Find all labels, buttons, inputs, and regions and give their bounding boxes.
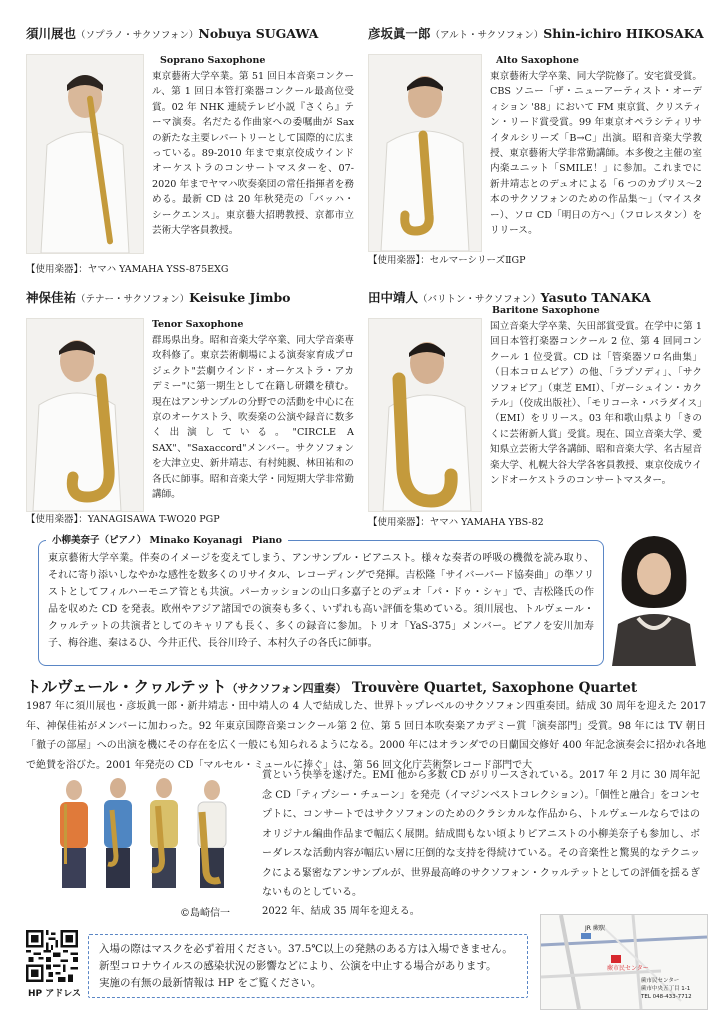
performer-2-name-line	[368, 24, 704, 42]
qr-code-icon	[26, 930, 78, 982]
map-info-line-2: 蕨市中央五丁目 1-1	[641, 986, 691, 992]
notice-box	[88, 934, 528, 998]
map-station-label: JR 蕨駅	[585, 925, 605, 932]
performer-3-instrument: Tenor Saxophone	[152, 319, 244, 330]
notice-line-3: 実施の有無の最新情報は HP をご覧ください。	[99, 977, 322, 989]
quartet-photo	[52, 776, 242, 898]
quartet-bio-top: 1987 年に須川展也・彦坂眞一郎・新井靖志・田中靖人の 4 人で結成した、世界トップレベルのサクソフォン四重奏団。結成 30 周年を迎えた 2017 年、神保佳祐がメンバーに加わった。92 年東京国際音楽コンクール第 2 位、第 5 回日本吹奏楽アカデミー賞「演奏部門」受賞。98 年には TV 朝日「徹子の部屋」への出演を機にその存在を広く一般にも知られるようになる。2000 年にはオランダでの日蘭国交修好 400 年記念演奏会に招かれ各地で絶賛を浴びた。2001 年発売の CD「マルセル・ミュールに捧ぐ」は、第 56 回文化庁芸術祭レコード部門で大	[26, 701, 706, 771]
performer-1-name-line	[26, 24, 318, 42]
quartet-english: Trouvère Quartet, Saxophone Quartet	[352, 680, 638, 696]
qr-label: HP アドレス	[28, 989, 81, 999]
map-info-line-3: TEL 048-433-7712	[641, 994, 692, 1000]
performer-1-bio: 東京藝術大学卒業。第 51 回日本音楽コンクール、第 1 回日本管打楽器コンクール最高位受賞。02 年 NHK 連続テレビ小説『さくら』テーマ演奏。名だたる作曲家への委嘱曲が Sax の新たな主要レパートリーとして国際的に広まっている。89-2010 年まで東京佼成ウインドオーケストラのコンサートマスターを、07-2020 年までヤマハ吹奏楽団の常任指揮者を務める。最新 CD は 20 年秋発売の「バッハ・シークエンス」。東京藝大招聘教授、京都市立芸術大学客員教授。	[152, 71, 354, 237]
performer-3-bio: 群馬県出身。昭和音楽大学卒業、同大学音楽専攻科修了。東京芸術劇場による演奏家育成プロジェクト"芸劇ウインド・オーケストラ・アカデミー"に第一期生として在籍し研鑽を積む。現在はアンサンブルの分野での活動を中心に在京のオーケストラ、吹奏楽の公演や録音に数多く出演している。"CIRCLE A SAX"、"Saxaccord"メンバー。サクソフォンを大津立史、新井靖志、有村純親、林田祐和の各氏に師事。昭和音楽大学・同短期大学非常勤講師。	[152, 335, 354, 501]
performer-4-instrument-used: 【使用楽器】：ヤマハ YAMAHA YBS-82	[368, 517, 544, 528]
performer-3-photo	[26, 318, 144, 512]
performer-3-instrument-used: 【使用楽器】：YANAGISAWA T-WO20 PGP	[26, 514, 220, 525]
quartet-subtitle: （サクソフォン四重奏）	[226, 682, 347, 695]
quartet-anniversary: 2022 年、結成 35 周年を迎える。	[262, 906, 420, 917]
performer-1-instrument-used: 【使用楽器】：ヤマハ YAMAHA YSS-875EXG	[26, 264, 229, 275]
performer-4-name-line	[368, 288, 651, 306]
performer-3-name-line	[26, 288, 291, 306]
performer-2-bio: 東京藝術大学卒業、同大学院修了。安宅賞受賞。CBS ソニー「ザ・ニューアーティスト・オーディション '88」において FM 東京賞、クリスティン・リード賞受賞。99 年東京オペラシティリサイタルシリーズ「B→C」出演。昭和音楽大学教授、東京藝術大学非常勤講師。本多俊之主催の室内楽ユニット「SMILE！」に参加。これまでに新井靖志とのデュオによる「6 つのカプリス～2 本のサクソフォンのための作品集～」（マイスター）、ソロ CD「明日の方へ」（フロレスタン）をリリース。	[490, 71, 702, 237]
performer-3-name: 神保佳祐	[26, 290, 77, 305]
pianist-label: 小柳美奈子（ピアノ） Minako Koyanagi Piano	[46, 532, 288, 546]
performer-1-name: 須川展也	[26, 26, 77, 41]
performer-4-photo	[368, 318, 482, 512]
alto-sax-player-image	[369, 55, 481, 251]
performer-3-romaji: Keisuke Jimbo	[189, 290, 291, 305]
performer-4-name: 田中靖人	[368, 290, 419, 305]
pianist-image	[608, 528, 700, 666]
performer-4-role: （バリトン・サクソフォン）	[418, 294, 541, 305]
soprano-sax-player-image	[27, 55, 143, 253]
tenor-sax-player-image	[27, 319, 143, 511]
notice-line-2: 新型コロナウイルスの感染状況の影響などにより、公演を中止する場合があります。	[99, 960, 497, 972]
map-venue-label: 蕨市民センター	[607, 965, 649, 972]
performer-3-role: （テナー・サクソフォン）	[76, 294, 190, 305]
performer-4-romaji: Yasuto TANAKA	[540, 290, 651, 305]
quartet-photo-credit: ©島崎信一	[180, 908, 230, 919]
quartet-bio-right: 賞という快挙を遂げた。EMI 他から多数 CD がリリースされている。2017 年 2 月に 30 周年記念 CD「ティプシー・チューン」を発売（イマジンベストコレクション）。「個性と融合」をコンセプトに、コンサートではサクソフォンのためのクラシカルな作品から、トルヴェールならではのオリジナル編曲作品まで幅広く展開。結成間もない頃よりピアニストの小柳美奈子も参加し、ボーダレスな活動内容が幅広い層に圧倒的な支持を得続けている。その音楽性と驚異的なテクニックによる緊密なアンサンブルが、世界最高峰のサクソフォン・クヮルテットとしての評価を揺るぎないものとしている。	[262, 770, 700, 898]
performer-4-bio: 国立音楽大学卒業、矢田部賞受賞。在学中に第 1 回日本管打楽器コンクール 2 位、第 4 回同コンクール 1 位受賞。CD は「管楽器ソロ名曲集」（日本コロムビア）の他、「ラプソディ」、「サクソフォビア」（東芝 EMI）、「ガーシュイン・カクテル」（佼成出版社）、「モリコーネ・パラダイス」（EMI）をリリース。03 年和歌山県より「きのくに芸術新人賞」受賞。現在、国立音楽大学、愛知県立芸術大学各講師、昭和音楽大学、名古屋音楽大学、札幌大谷大学各客員教授、東京佼成ウインドオーケストラのコンサートマスター。	[490, 321, 702, 487]
performer-1-instrument: Soprano Saxophone	[160, 55, 266, 66]
venue-map[interactable]	[540, 914, 708, 1010]
performer-2-name: 彦坂眞一郎	[368, 26, 431, 41]
performer-2-role: （アルト・サクソフォン）	[430, 30, 544, 41]
pianist-bio: 東京藝術大学卒業。伴奏のイメージを変えてしまう、アンサンブル・ピアニスト。様々な奏者の呼吸の機微を読み取り、それに寄り添いしなやかな感性を数多くのリサイタル、レコーディングで発揮。吉松隆「サイバーバード協奏曲」の準ソリストとしてフィルハーモニア管とも共演。パーカッションの山口多嘉子とのデュオ「パ・ドゥ・シャ」で、吉松隆氏の作品を収めた CD を発表。欧州やアジア諸国での演奏も多く、いずれも高い評価を集めている。須川展也、トルヴェール・クヮルテットの共演者としてのキャリアも長く、多くの録音に参加。トリオ「YaS-375」メンバー。ピアノを安川加寿子、梅谷進、秦はるひ、今井正代、長谷川玲子、本村久子の各氏に師事。	[48, 553, 594, 649]
quartet-group-image	[52, 776, 242, 898]
baritone-sax-player-image	[369, 319, 481, 511]
notice-line-1: 入場の際はマスクを必ず着用ください。37.5℃以上の発熱のある方は入場できません。	[99, 943, 513, 955]
quartet-title: トルヴェール・クヮルテット	[26, 677, 227, 696]
venue-marker-icon	[611, 955, 621, 963]
performer-2-romaji: Shin-ichiro HIKOSAKA	[543, 26, 704, 41]
performer-2-instrument-used: 【使用楽器】：セルマーシリーズⅡGP	[368, 255, 526, 266]
qr-code[interactable]	[26, 930, 78, 982]
quartet-title-line	[26, 675, 637, 697]
performer-2-photo	[368, 54, 482, 252]
map-info	[641, 977, 692, 1001]
pianist-photo	[608, 528, 700, 666]
performer-4-instrument: Baritone Saxophone	[492, 305, 600, 316]
performer-1-role: （ソプラノ・サクソフォン）	[76, 30, 199, 41]
performer-1-photo	[26, 54, 144, 254]
station-icon	[581, 933, 591, 939]
map-info-line-1: 蕨市民センター	[641, 978, 680, 984]
performer-2-instrument: Alto Saxophone	[496, 55, 579, 66]
performer-1-romaji: Nobuya SUGAWA	[198, 26, 319, 41]
